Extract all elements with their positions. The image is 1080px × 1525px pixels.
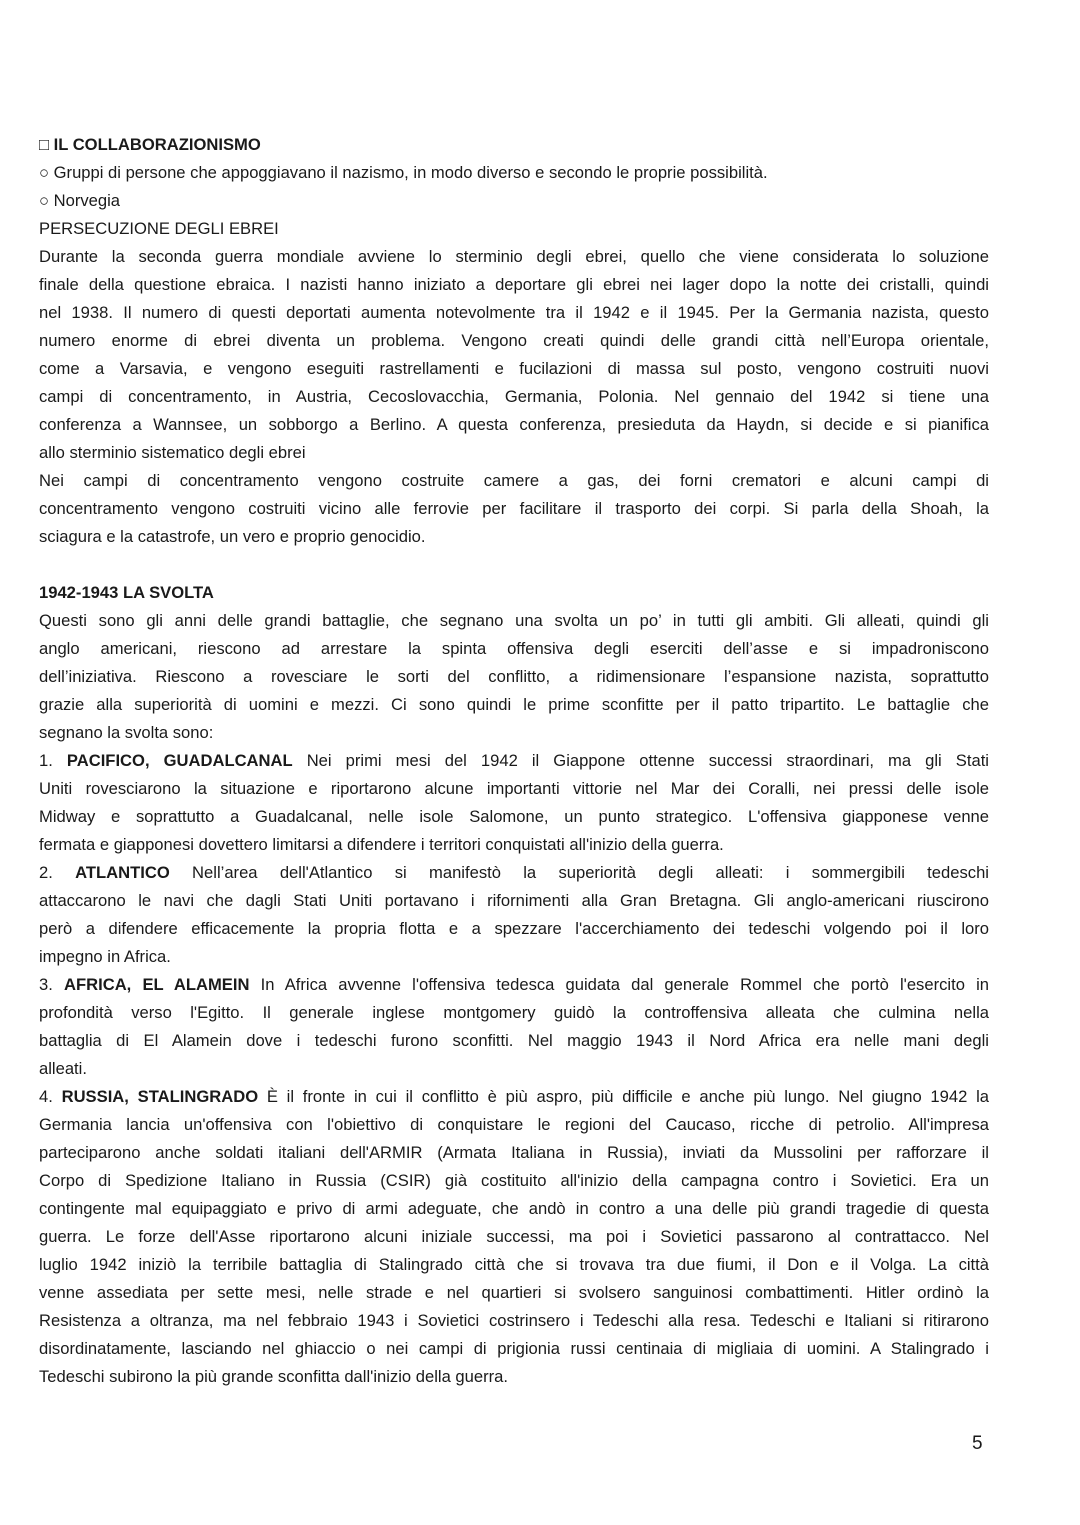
bullet-item: ○ Norvegia [39,191,121,210]
text-line: parteciparono anche soldati italiani dell'ARMIR (Armata Italiana in Russia), inviati da Mussolini per rafforzare il [39,1143,989,1162]
subheading-persecuzione: PERSECUZIONE DEGLI EBREI [39,219,279,238]
text-line: alleati. [39,1059,87,1078]
text-line: battaglia di El Alamein dove i tedeschi furono sconfitti. Nel maggio 1943 il Nord Africa era nelle mani degli [39,1031,989,1050]
item-title: PACIFICO, GUADALCANAL [66,751,293,770]
text-line: nel 1938. Il numero di questi deportati aumenta notevolmente tra il 1942 e il 1945. Per la Germania nazista, questo [39,303,989,322]
list-item-pacifico [39,747,989,775]
paragraph-spacer [39,551,989,579]
text-line: Questi sono gli anni delle grandi battaglie, che segnano una svolta un po’ in tutti gli ambiti. Gli alleati, quindi gli [39,611,989,630]
item-title: ATLANTICO [75,863,170,882]
list-item-russia [39,1083,989,1111]
text-line: Durante la seconda guerra mondiale avviene lo sterminio degli ebrei, quello che viene considerata lo soluzione [39,247,989,266]
section-heading-collaborazionismo: □ IL COLLABORAZIONISMO [39,135,261,154]
text-line: Germania lancia un'offensiva con l'obiettivo di conquistare le regioni del Caucaso, ricche di petrolio. All'impresa [39,1115,989,1134]
text-line: fermata e giapponesi dovettero limitarsi a difendere i territori conquistati all'inizio della guerra. [39,835,724,854]
bullet-item: ○ Gruppi di persone che appoggiavano il nazismo, in modo diverso e secondo le proprie possibilità. [39,163,768,182]
text-line: come a Varsavia, e vengono eseguiti rastrellamenti e fucilazioni di massa sul posto, vengono costruiti nuovi [39,359,989,378]
text-line: Corpo di Spedizione Italiano in Russia (CSIR) già costituito all'inizio della campagna contro i Sovietici. Era un [39,1171,989,1190]
item-text: In Africa avvenne l'offensiva tedesca guidata dal generale Rommel che portò l'esercito in [249,975,989,994]
text-line: grazie alla superiorità di uomini e mezzi. Ci sono quindi le prime sconfitte per il patto tripartito. Le battaglie che [39,695,989,714]
text-line: Tedeschi subirono la più grande sconfitta dall'inizio della guerra. [39,1367,508,1386]
item-number: 1. [39,751,67,770]
list-item-africa [39,971,989,999]
page-content [39,131,989,1391]
text-line: disordinatamente, lasciando nel ghiaccio o nei campi di prigionia russi centinaia di migliaia di uomini. A Stalingrado i [39,1339,989,1358]
text-line: impegno in Africa. [39,947,171,966]
text-line: Resistenza a oltranza, ma nel febbraio 1943 i Sovietici costrinsero i Tedeschi alla resa. Tedeschi e Italiani si ritirarono [39,1311,989,1330]
item-text: Nell’area dell'Atlantico si manifestò la superiorità degli alleati: i sommergibili tedeschi [169,863,989,882]
text-line: venne assediata per sette mesi, nelle strade e nel quartieri si svolsero sanguinosi combattimenti. Hitler ordinò la [39,1283,989,1302]
item-number: 3. [39,975,64,994]
list-item-atlantico [39,859,989,887]
text-line: attaccarono le navi che dagli Stati Uniti portavano i rifornimenti alla Gran Bretagna. Gli anglo-americani riuscirono [39,891,989,910]
text-line: Uniti rovesciarono la situazione e riportarono alcune importanti vittorie nel Mar dei Coralli, nei pressi delle isole [39,779,989,798]
text-line: guerra. Le forze dell'Asse riportarono alcuni iniziale successi, ma poi i Sovietici passarono al contrattacco. Nel [39,1227,989,1246]
text-line: campi di concentramento, in Austria, Cecoslovacchia, Germania, Polonia. Nel gennaio del 1942 si tiene una [39,387,989,406]
section-heading-svolta: 1942-1943 LA SVOLTA [39,583,214,602]
text-line: contingente mal equipaggiato e privo di armi adeguate, che andò in contro a una delle più grandi tragedie di questa [39,1199,989,1218]
text-line: anglo americani, riescono ad arrestare la spinta offensiva degli eserciti dell’asse e si impadroniscono [39,639,989,658]
text-line: concentramento vengono costruiti vicino alle ferrovie per facilitare il trasporto dei corpi. Si parla della Shoah, la [39,499,989,518]
item-number: 2. [39,863,76,882]
page-number: 5 [972,1433,983,1454]
item-title: AFRICA, EL ALAMEIN [64,975,250,994]
text-line: numero enorme di ebrei diventa un problema. Vengono creati quindi delle grandi città nell’Europa orientale, [39,331,989,350]
text-line: profondità verso l'Egitto. Il generale inglese montgomery guidò la controffensiva alleata che culmina nella [39,1003,989,1022]
item-text: Nei primi mesi del 1942 il Giappone ottenne successi straordinari, ma gli Stati [292,751,989,770]
text-line: conferenza a Wannsee, un sobborgo a Berlino. A questa conferenza, presieduta da Haydn, si decide e si pianifica [39,415,989,434]
text-line: Midway e soprattutto a Guadalcanal, nelle isole Salomone, un punto strategico. L'offensiva giapponese venne [39,807,989,826]
text-line: Nei campi di concentramento vengono costruite camere a gas, dei forni crematori e alcuni campi di [39,471,989,490]
item-number: 4. [39,1087,62,1106]
text-line: dell’iniziativa. Riescono a rovesciare le sorti del conflitto, a ridimensionare l’espansione nazista, soprattutto [39,667,989,686]
item-text: È il fronte in cui il conflitto è più aspro, più difficile e anche più lungo. Nel giugno 1942 la [258,1087,989,1106]
item-title: RUSSIA, STALINGRADO [61,1087,259,1106]
text-line: luglio 1942 iniziò la terribile battaglia di Stalingrado città che si trovava tra due fiumi, il Don e il Volga. La città [39,1255,989,1274]
text-line: finale della questione ebraica. I nazisti hanno iniziato a deportare gli ebrei nei lager dopo la notte dei cristalli, quindi [39,275,989,294]
text-line: sciagura e la catastrofe, un vero e proprio genocidio. [39,527,426,546]
text-line: però a difendere efficacemente la propria flotta e a spezzare l'accerchiamento dei tedeschi volgendo poi il loro [39,919,989,938]
text-line: segnano la svolta sono: [39,723,214,742]
text-line: allo sterminio sistematico degli ebrei [39,443,306,462]
